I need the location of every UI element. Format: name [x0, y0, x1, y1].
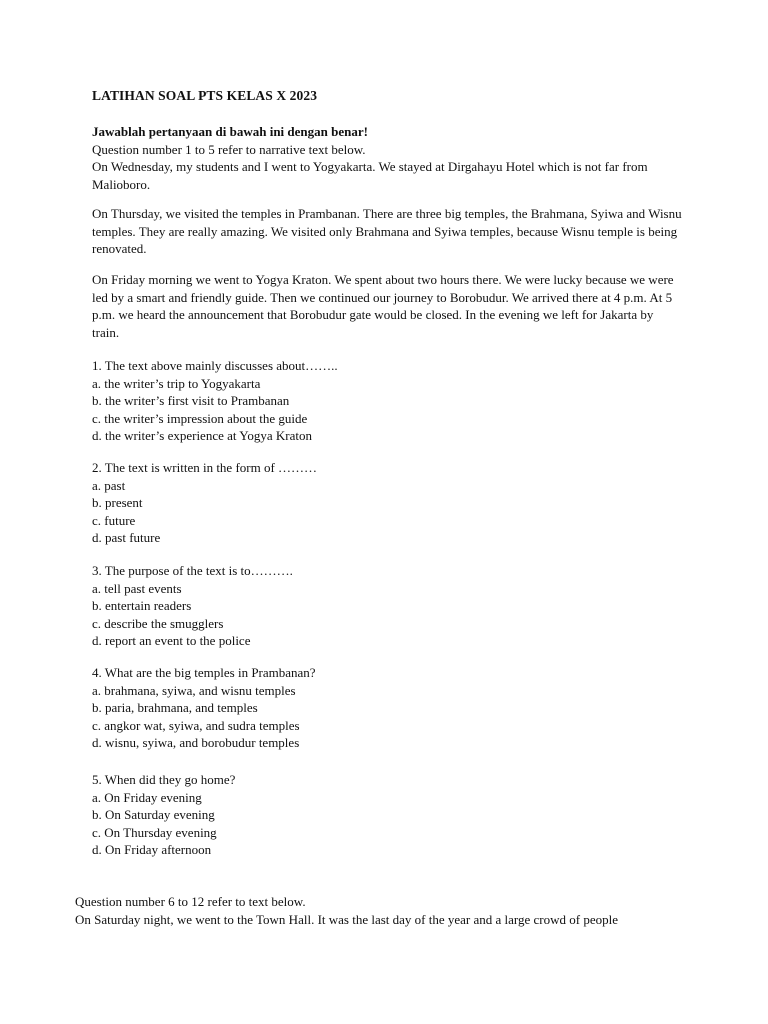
- question-1: [92, 357, 682, 445]
- question-text: 2. The text is written in the form of ………: [92, 460, 318, 475]
- section2-intro: Question number 6 to 12 refer to text below.: [75, 894, 306, 909]
- option-a: a. past: [92, 477, 126, 493]
- option-b: b. paria, brahmana, and temples: [92, 700, 258, 715]
- option-c: c. describe the smugglers: [92, 615, 224, 631]
- question-text: 3. The purpose of the text is to……….: [92, 563, 293, 578]
- option-d: d. past future: [92, 530, 161, 545]
- question-4: [92, 664, 682, 752]
- passage-paragraph-3: On Friday morning we went to Yogya Kraton. We spent about two hours there. We were lucky because we were led by a smart and friendly guide. Then we continued our journey to Borobudur. We arrived there at 4 p.m. At 5 p.m. we heard the announcement that Borobudur gate would be closed. In the evening we left for Jakarta by train.: [92, 272, 674, 340]
- option-d: d. report an event to the police: [92, 633, 251, 648]
- option-b: b. the writer’s first visit to Prambanan: [92, 393, 290, 408]
- option-c: c. angkor wat, syiwa, and sudra temples: [92, 717, 300, 733]
- option-b: b. present: [92, 495, 143, 510]
- section-2: [75, 893, 695, 928]
- option-a: a. brahmana, syiwa, and wisnu temples: [92, 682, 296, 698]
- question-2: [92, 459, 682, 547]
- instructions: [92, 123, 682, 158]
- instruction-text: Jawablah pertanyaan di bawah ini dengan benar!: [92, 124, 368, 139]
- question-text: 4. What are the big temples in Prambanan?: [92, 665, 316, 680]
- option-d: d. wisnu, syiwa, and borobudur temples: [92, 735, 300, 750]
- question-5: [92, 771, 682, 859]
- page-title: LATIHAN SOAL PTS KELAS X 2023: [92, 88, 318, 103]
- question-3: [92, 562, 682, 650]
- option-a: a. tell past events: [92, 580, 182, 596]
- question-text: 5. When did they go home?: [92, 772, 236, 787]
- question-text: 1. The text above mainly discusses about……..: [92, 358, 338, 373]
- section1-intro: Question number 1 to 5 refer to narrative text below.: [92, 141, 366, 157]
- option-c: c. On Thursday evening: [92, 824, 217, 840]
- option-c: c. the writer’s impression about the guide: [92, 410, 308, 426]
- option-d: d. the writer’s experience at Yogya Kraton: [92, 428, 312, 443]
- section2-passage-line: On Saturday night, we went to the Town Hall. It was the last day of the year and a large crowd of people: [75, 911, 619, 927]
- passage-paragraph-1: On Wednesday, my students and I went to Yogyakarta. We stayed at Dirgahayu Hotel which is not far from Malioboro.: [92, 159, 648, 192]
- option-b: b. On Saturday evening: [92, 807, 215, 822]
- option-a: a. the writer’s trip to Yogyakarta: [92, 375, 261, 391]
- option-c: c. future: [92, 512, 136, 528]
- passage-paragraph-2: On Thursday, we visited the temples in Prambanan. There are three big temples, the Brahmana, Syiwa and Wisnu temples. They are really amazing. We visited only Brahmana and Syiwa temples, because Wisnu temple is being renovated.: [92, 206, 682, 256]
- option-b: b. entertain readers: [92, 598, 192, 613]
- option-d: d. On Friday afternoon: [92, 842, 212, 857]
- option-a: a. On Friday evening: [92, 789, 202, 805]
